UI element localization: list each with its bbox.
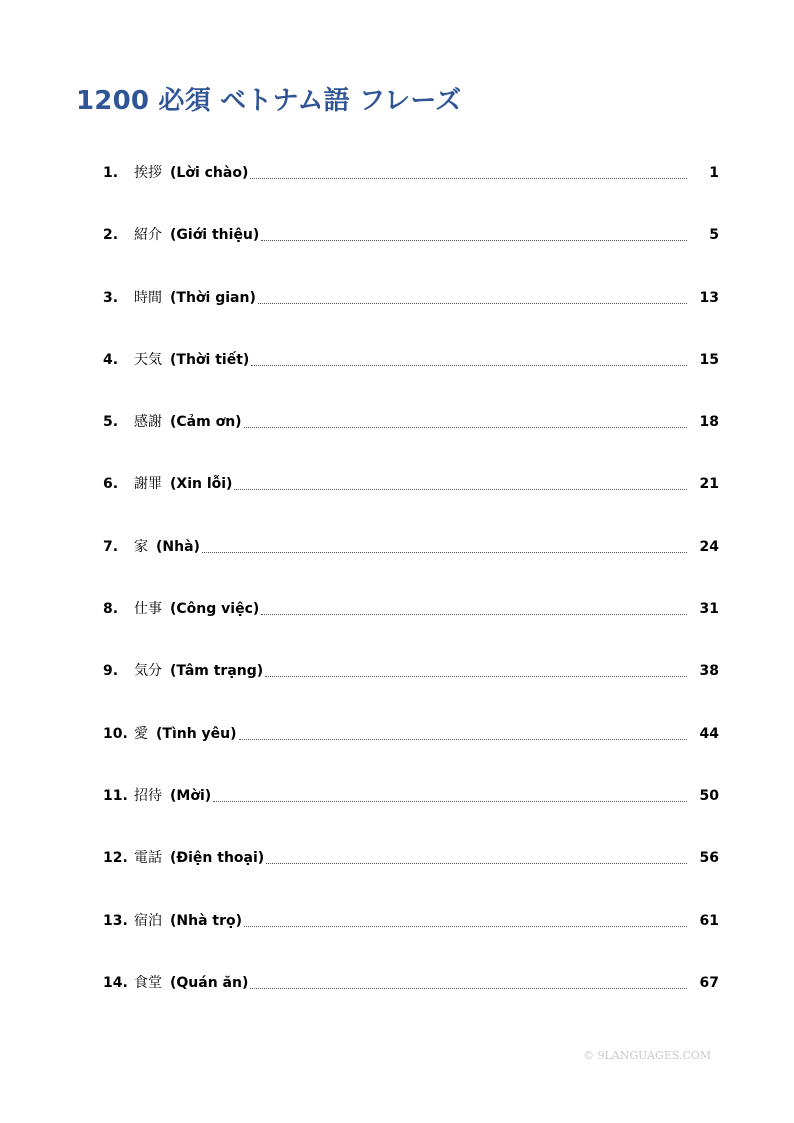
toc-entry-vietnamese-title: (Giới thiệu) <box>170 227 260 244</box>
toc-entry-vietnamese-title: (Nhà trọ) <box>170 912 243 929</box>
toc-entry[interactable] <box>103 285 719 347</box>
dot-leader <box>266 862 687 864</box>
toc-entry-number: 6. <box>103 476 119 493</box>
toc-entry-number: 13. <box>103 912 128 929</box>
toc-entry-japanese-title: 気分 <box>134 663 162 680</box>
toc-entry-number: 11. <box>103 787 128 804</box>
toc-entry-page-number: 56 <box>699 850 719 867</box>
toc-entry-number: 8. <box>103 601 119 618</box>
toc-entry-page-number: 67 <box>699 974 719 991</box>
toc-entry-vietnamese-title: (Xin lỗi) <box>170 476 233 493</box>
dot-leader <box>244 426 687 428</box>
toc-entry-japanese-title: 謝罪 <box>134 476 162 493</box>
dot-leader <box>239 738 687 740</box>
toc-entry[interactable] <box>103 347 719 409</box>
toc-entry-page-number: 13 <box>699 289 719 306</box>
toc-entry-page-number: 18 <box>699 414 719 431</box>
toc-entry[interactable] <box>103 970 719 1032</box>
toc-entry-page-number: 31 <box>699 601 719 618</box>
toc-entry-number: 14. <box>103 974 128 991</box>
toc-entry-vietnamese-title: (Công việc) <box>170 601 260 618</box>
toc-entry-page-number: 61 <box>699 912 719 929</box>
dot-leader <box>261 613 687 615</box>
toc-entry[interactable] <box>103 783 719 845</box>
toc-entry-japanese-title: 紹介 <box>134 227 162 244</box>
toc-entry[interactable] <box>103 908 719 970</box>
toc-entry-vietnamese-title: (Quán ăn) <box>170 974 249 991</box>
toc-entry-number: 4. <box>103 351 119 368</box>
dot-leader <box>250 987 687 989</box>
dot-leader <box>265 675 687 677</box>
toc-entry-japanese-title: 感謝 <box>134 414 162 431</box>
toc-entry-japanese-title: 仕事 <box>134 601 162 618</box>
toc-entry-japanese-title: 挨拶 <box>134 165 162 181</box>
toc-entry-page-number: 50 <box>699 787 719 804</box>
toc-entry[interactable] <box>103 222 719 284</box>
dot-leader <box>234 488 687 490</box>
toc-entry[interactable] <box>103 534 719 596</box>
toc-entry-page-number: 44 <box>699 725 719 742</box>
toc-entry-japanese-title: 電話 <box>134 850 162 867</box>
toc-entry-japanese-title: 時間 <box>134 289 162 306</box>
toc-entry-page-number: 1 <box>709 165 719 181</box>
toc-entry-page-number: 21 <box>699 476 719 493</box>
toc-entry-number: 7. <box>103 538 119 555</box>
dot-leader <box>244 925 687 927</box>
page-title: 1200 必須 ベトナム語 フレーズ <box>76 86 462 116</box>
toc-entry-japanese-title: 宿泊 <box>134 912 162 929</box>
dot-leader <box>258 302 687 304</box>
toc-entry-vietnamese-title: (Điện thoại) <box>170 850 265 867</box>
toc-entry[interactable] <box>103 845 719 907</box>
toc-entry-japanese-title: 食堂 <box>134 974 162 991</box>
toc-entry-vietnamese-title: (Lời chào) <box>170 165 249 181</box>
toc-entry-vietnamese-title: (Mời) <box>170 787 212 804</box>
toc-entry-number: 10. <box>103 725 128 742</box>
toc-entry-number: 12. <box>103 850 128 867</box>
toc-entry-vietnamese-title: (Thời gian) <box>170 289 256 306</box>
toc-entry-japanese-title: 招待 <box>134 787 162 804</box>
toc-entry-vietnamese-title: (Nhà) <box>156 538 200 555</box>
toc-entry[interactable] <box>103 409 719 471</box>
dot-leader <box>261 239 687 241</box>
toc-entry-number: 5. <box>103 414 119 431</box>
toc-entry-page-number: 24 <box>699 538 719 555</box>
toc-entry-japanese-title: 愛 <box>134 725 148 742</box>
copyright-watermark: © 9LANGUAGES.COM <box>583 1049 712 1062</box>
toc-entry-page-number: 15 <box>699 351 719 368</box>
toc-entry-page-number: 5 <box>709 227 719 244</box>
toc-entry[interactable] <box>103 160 719 222</box>
table-of-contents <box>103 160 719 1032</box>
toc-entry[interactable] <box>103 658 719 720</box>
toc-entry-vietnamese-title: (Thời tiết) <box>170 351 250 368</box>
toc-entry-vietnamese-title: (Tình yêu) <box>156 725 237 742</box>
toc-entry-number: 1. <box>103 165 119 181</box>
toc-entry[interactable] <box>103 471 719 533</box>
toc-entry[interactable] <box>103 596 719 658</box>
toc-entry-number: 3. <box>103 289 119 306</box>
toc-entry-page-number: 38 <box>699 663 719 680</box>
toc-entry-number: 9. <box>103 663 119 680</box>
dot-leader <box>202 551 687 553</box>
toc-entry-number: 2. <box>103 227 119 244</box>
toc-entry-japanese-title: 家 <box>134 538 148 555</box>
toc-entry-vietnamese-title: (Tâm trạng) <box>170 663 264 680</box>
toc-entry-japanese-title: 天気 <box>134 351 162 368</box>
toc-entry[interactable] <box>103 721 719 783</box>
dot-leader <box>250 177 687 179</box>
dot-leader <box>213 800 687 802</box>
dot-leader <box>251 364 687 366</box>
toc-entry-vietnamese-title: (Cảm ơn) <box>170 414 242 431</box>
